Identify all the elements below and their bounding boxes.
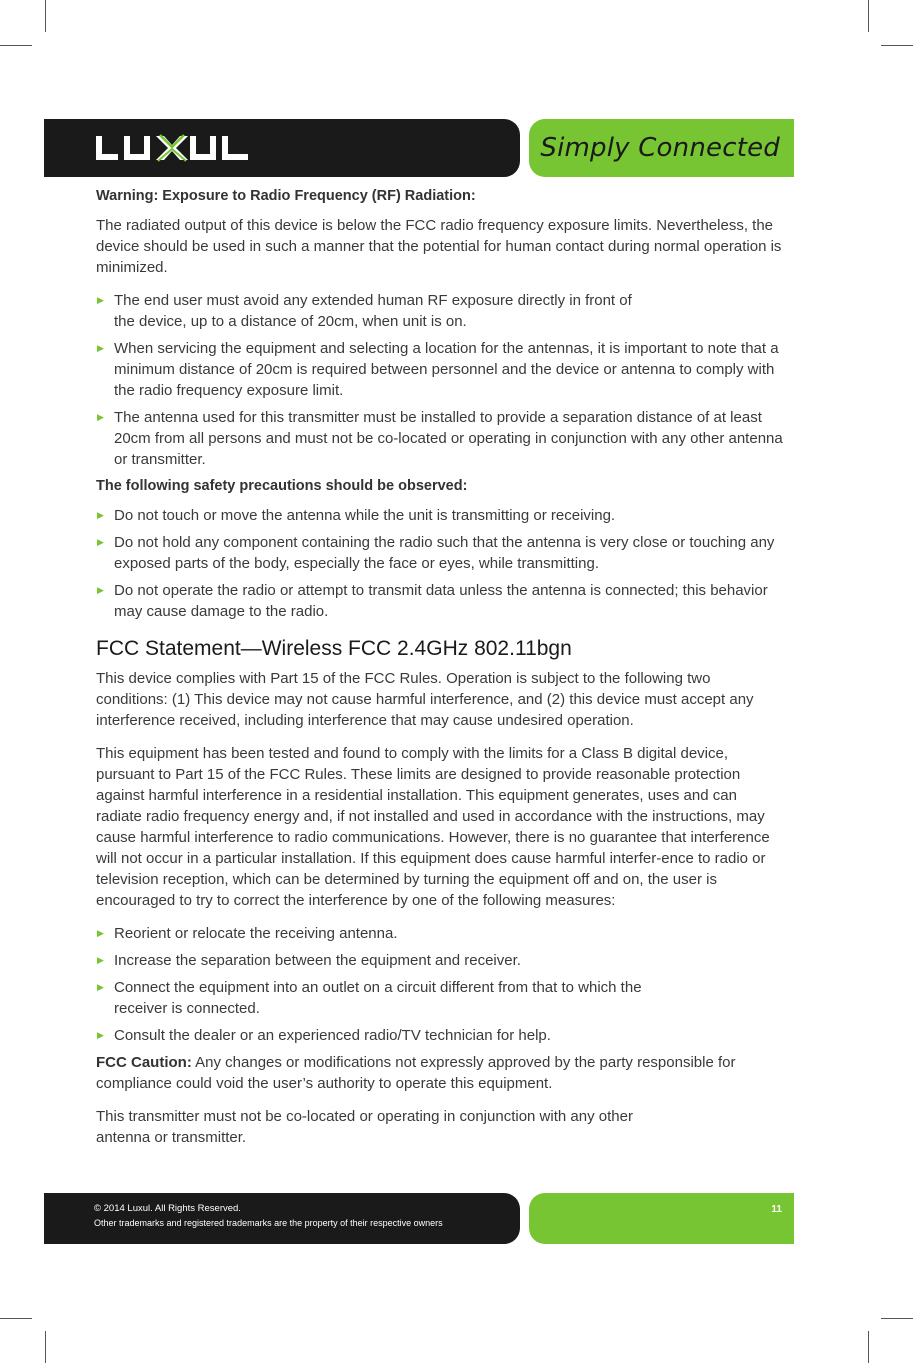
list-item: ▶ Do not touch or move the antenna while the unit is transmitting or receiving. <box>96 505 786 526</box>
tagline: Simply Connected <box>540 133 780 163</box>
crop-mark <box>0 1318 32 1319</box>
safety-heading: The following safety precautions should be observed: <box>96 478 468 494</box>
list-item: ▶ Do not operate the radio or attempt to transmit data unless the antenna is connected; this behavior may cause damage to the radio. <box>96 580 786 622</box>
crop-mark <box>0 45 32 46</box>
fcc-measures-list <box>96 923 786 1046</box>
rf-intro-paragraph: The radiated output of this device is below the FCC radio frequency exposure limits. Nevertheless, the device should be used in such a manner that the potential for human contact during normal operation is minimized. <box>96 217 782 276</box>
fcc-paragraph-1: This device complies with Part 15 of the FCC Rules. Operation is subject to the following two conditions: (1) This device may not cause harmful interference, and (2) this device must accept any interference received, including interference that may cause undesired operation. <box>96 670 754 729</box>
final-paragraph: This transmitter must not be co-located or operating in conjunction with any other antenna or transmitter. <box>96 1108 633 1146</box>
tagline-bar <box>529 119 794 177</box>
footer-bar <box>44 1193 520 1244</box>
crop-mark <box>868 1331 869 1363</box>
header-bar <box>44 119 520 177</box>
footer-accent-bar <box>529 1193 794 1244</box>
fcc-caution-paragraph <box>96 1052 786 1094</box>
list-item: ▶ When servicing the equipment and selecting a location for the antennas, it is important to note that a minimum distance of 20cm is required between personnel and the device or antenna to comply with the radio frequency exposure limit. <box>96 338 786 401</box>
list-item: ▶ Consult the dealer or an experienced radio/TV technician for help. <box>96 1025 786 1046</box>
crop-mark <box>868 0 869 32</box>
fcc-caution-text: Any changes or modifications not expressly approved by the party responsible for compliance could void the user’s authority to operate this equipment. <box>96 1054 736 1092</box>
luxul-logo <box>94 133 254 168</box>
list-item: ▶ The end user must avoid any extended human RF exposure directly in front of the device, up to a distance of 20cm, when unit is on. <box>96 290 634 332</box>
list-item: ▶ Connect the equipment into an outlet on a circuit different from that to which the receiver is connected. <box>96 977 684 1019</box>
rf-warning-heading: Warning: Exposure to Radio Frequency (RF) Radiation: <box>96 188 476 204</box>
main-content <box>96 186 786 1160</box>
crop-mark <box>881 45 913 46</box>
trademarks-text: Other trademarks and registered trademarks are the property of their respective owners <box>94 1218 443 1228</box>
crop-mark <box>45 0 46 32</box>
page-number: 11 <box>771 1204 782 1215</box>
safety-bullet-list <box>96 505 786 622</box>
list-item: ▶ Reorient or relocate the receiving antenna. <box>96 923 786 944</box>
fcc-paragraph-2: This equipment has been tested and found to comply with the limits for a Class B digital device, pursuant to Part 15 of the FCC Rules. These limits are designed to provide reasonable protection against harmful interference in a residential installation. This equipment generates, uses and can radiate radio frequency energy and, if not installed and used in accordance with the instructions, may cause harmful interference to radio communications. However, there is no guarantee that interference will not occur in a particular installation. If this equipment does cause harmful interfer-ence to radio or television reception, which can be determined by turning the equipment off and on, the user is encouraged to try to correct the interference by one of the following measures: <box>96 745 770 909</box>
list-item: ▶ Increase the separation between the equipment and receiver. <box>96 950 786 971</box>
list-item: ▶ The antenna used for this transmitter must be installed to provide a separation distance of at least 20cm from all persons and must not be co-located or operating in conjunction with any other antenna or transmitter. <box>96 407 786 470</box>
fcc-statement-title: FCC Statement—Wireless FCC 2.4GHz 802.11bgn <box>96 637 572 660</box>
crop-mark <box>45 1331 46 1363</box>
fcc-caution-label: FCC Caution: <box>96 1054 192 1071</box>
list-item: ▶ Do not hold any component containing the radio such that the antenna is very close or touching any exposed parts of the body, especially the face or eyes, while transmitting. <box>96 532 786 574</box>
rf-bullet-list <box>96 290 786 470</box>
crop-mark <box>881 1318 913 1319</box>
copyright-text: © 2014 Luxul. All Rights Reserved. <box>94 1203 241 1214</box>
